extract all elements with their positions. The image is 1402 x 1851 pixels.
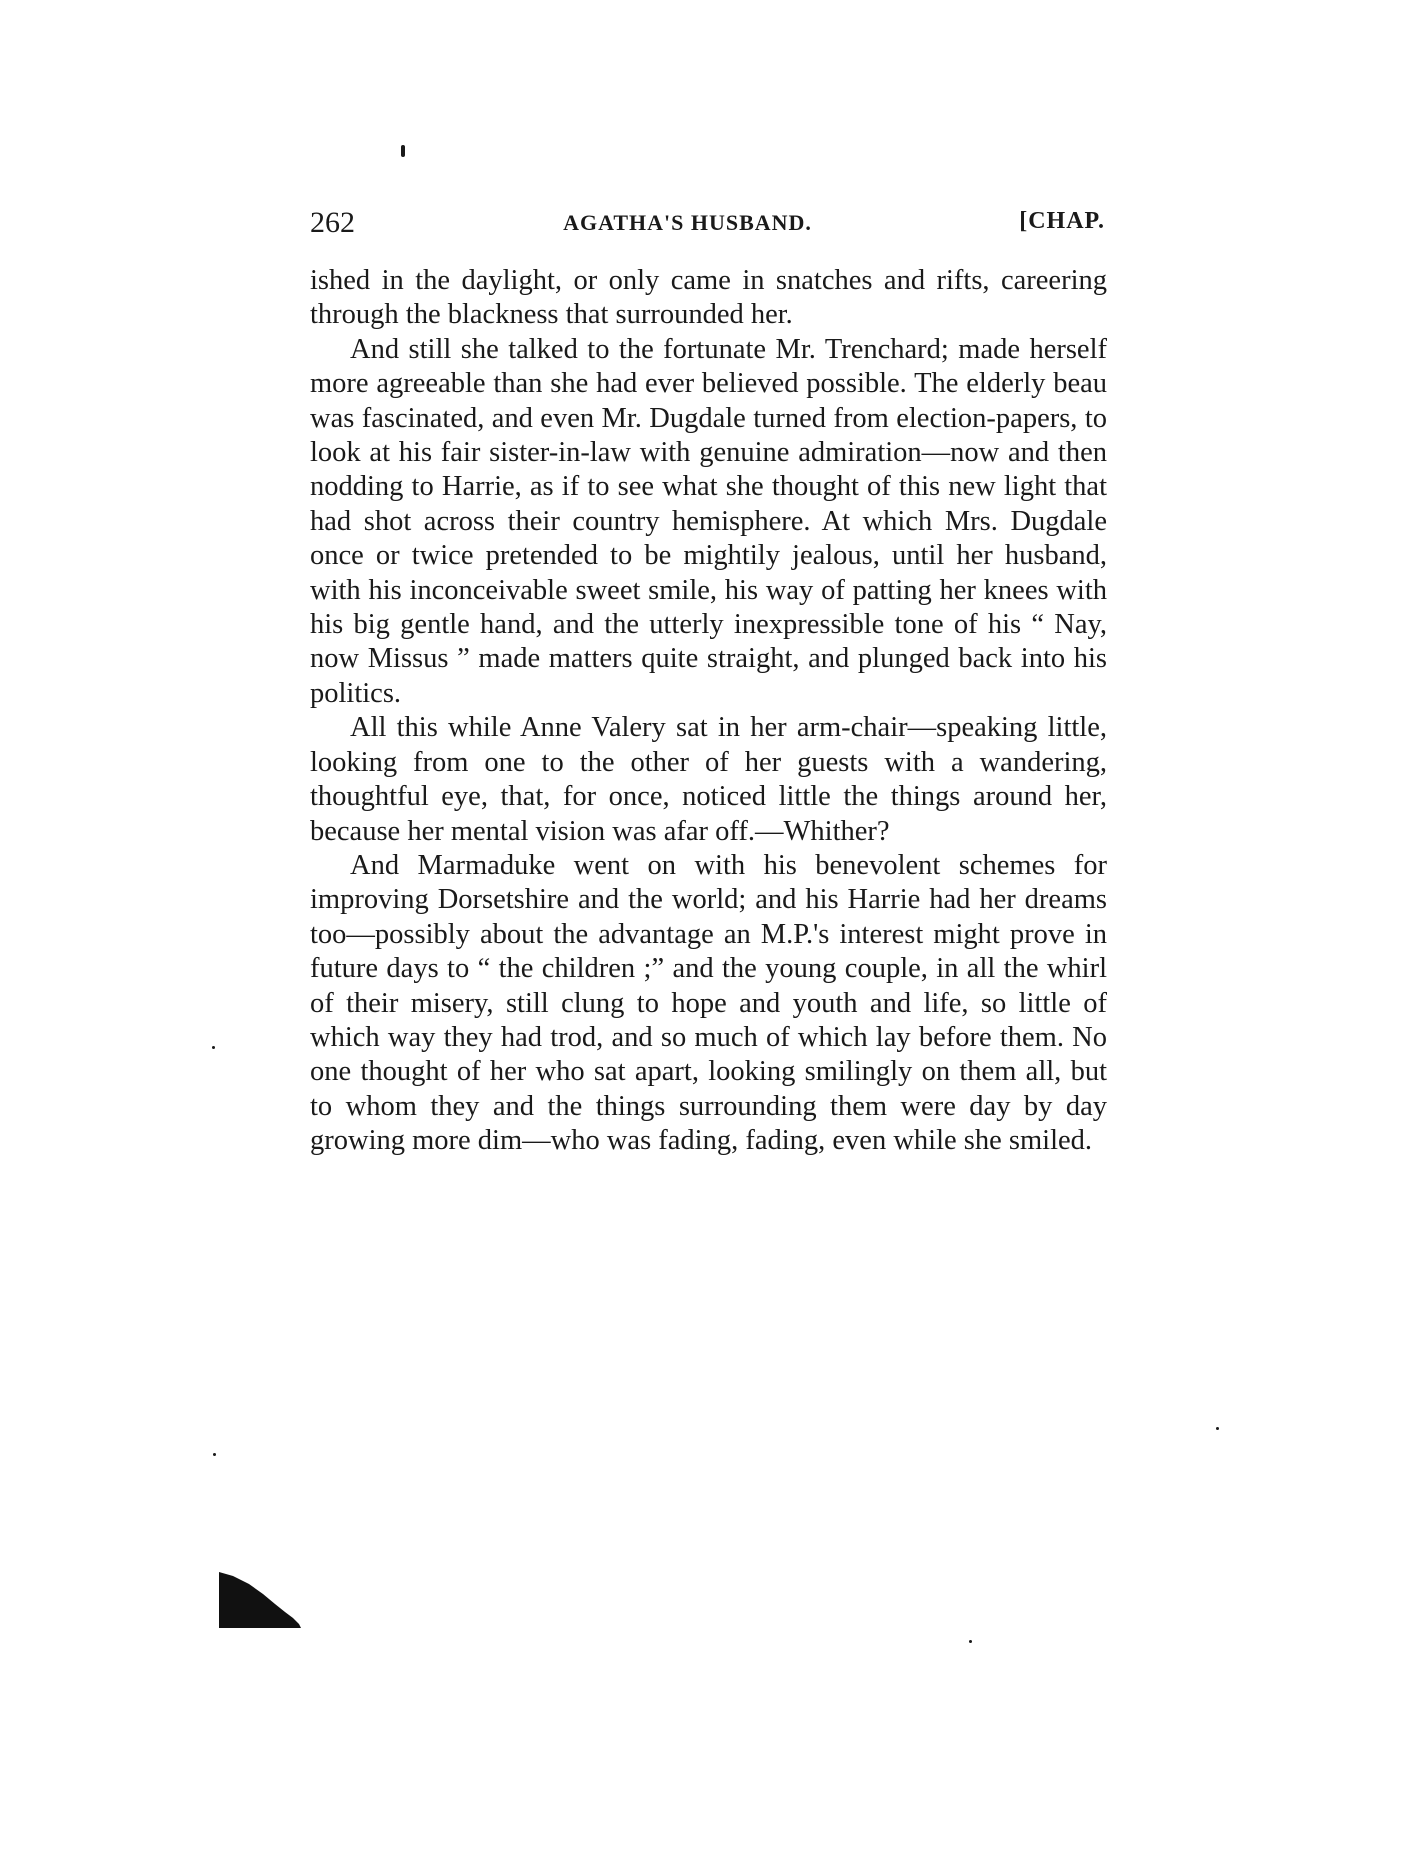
- page-header: [310, 206, 1105, 246]
- paragraph: And still she talked to the fortunate Mr. Trenchard; made herself more agreeable than she had ever believed possible. The elderly beau was fascinated, and even Mr. Dugdale turned from election-papers, to look at his fair sister-in-law with genuine admiration—now and then nodding to Harrie, as if to see what she thought of this new light that had shot across their country hemisphere. At which Mrs. Dugdale once or twice pretended to be mightily jealous, until her husband, with his inconceivable sweet smile, his way of patting her knees with his big gentle hand, and the utterly inexpressible tone of his “ Nay, now Missus ” made matters quite straight, and plunged back into his politics.: [310, 333, 1107, 709]
- running-title: AGATHA'S HUSBAND.: [563, 210, 812, 235]
- page-number: 262: [310, 206, 355, 239]
- ink-speck: [212, 1046, 215, 1049]
- paragraph: All this while Anne Valery sat in her arm-chair—speaking little, looking from one to the other of her guests with a wandering, thoughtful eye, that, for once, noticed little the things around her, because her mental vision was afar off.—Whither?: [310, 712, 1107, 847]
- ink-speck: [401, 145, 405, 157]
- ink-speck: [969, 1640, 972, 1643]
- paragraph: And Marmaduke went on with his benevolent schemes for improving Dorsetshire and the world; and his Harrie had her dreams too—possibly about the advantage an M.P.'s interest might prove in future days to “ the children ;” and the young couple, in all the whirl of their misery, still clung to hope and youth and life, so little of which way they had trod, and so much of which lay before them. No one thought of her who sat apart, looking smilingly on them all, but to whom they and the things surrounding them were day by day growing more dim—who was fading, fading, even while she smiled.: [310, 849, 1107, 1157]
- ink-speck: [213, 1453, 216, 1456]
- ink-speck: [1216, 1427, 1219, 1430]
- chapter-marker: [CHAP.: [1019, 208, 1105, 234]
- body-text: [310, 264, 1107, 1159]
- paragraph-continuation: ished in the daylight, or only came in snatches and rifts, careering through the blackness that surrounded her.: [310, 265, 1107, 331]
- scan-smudge: [219, 1572, 301, 1628]
